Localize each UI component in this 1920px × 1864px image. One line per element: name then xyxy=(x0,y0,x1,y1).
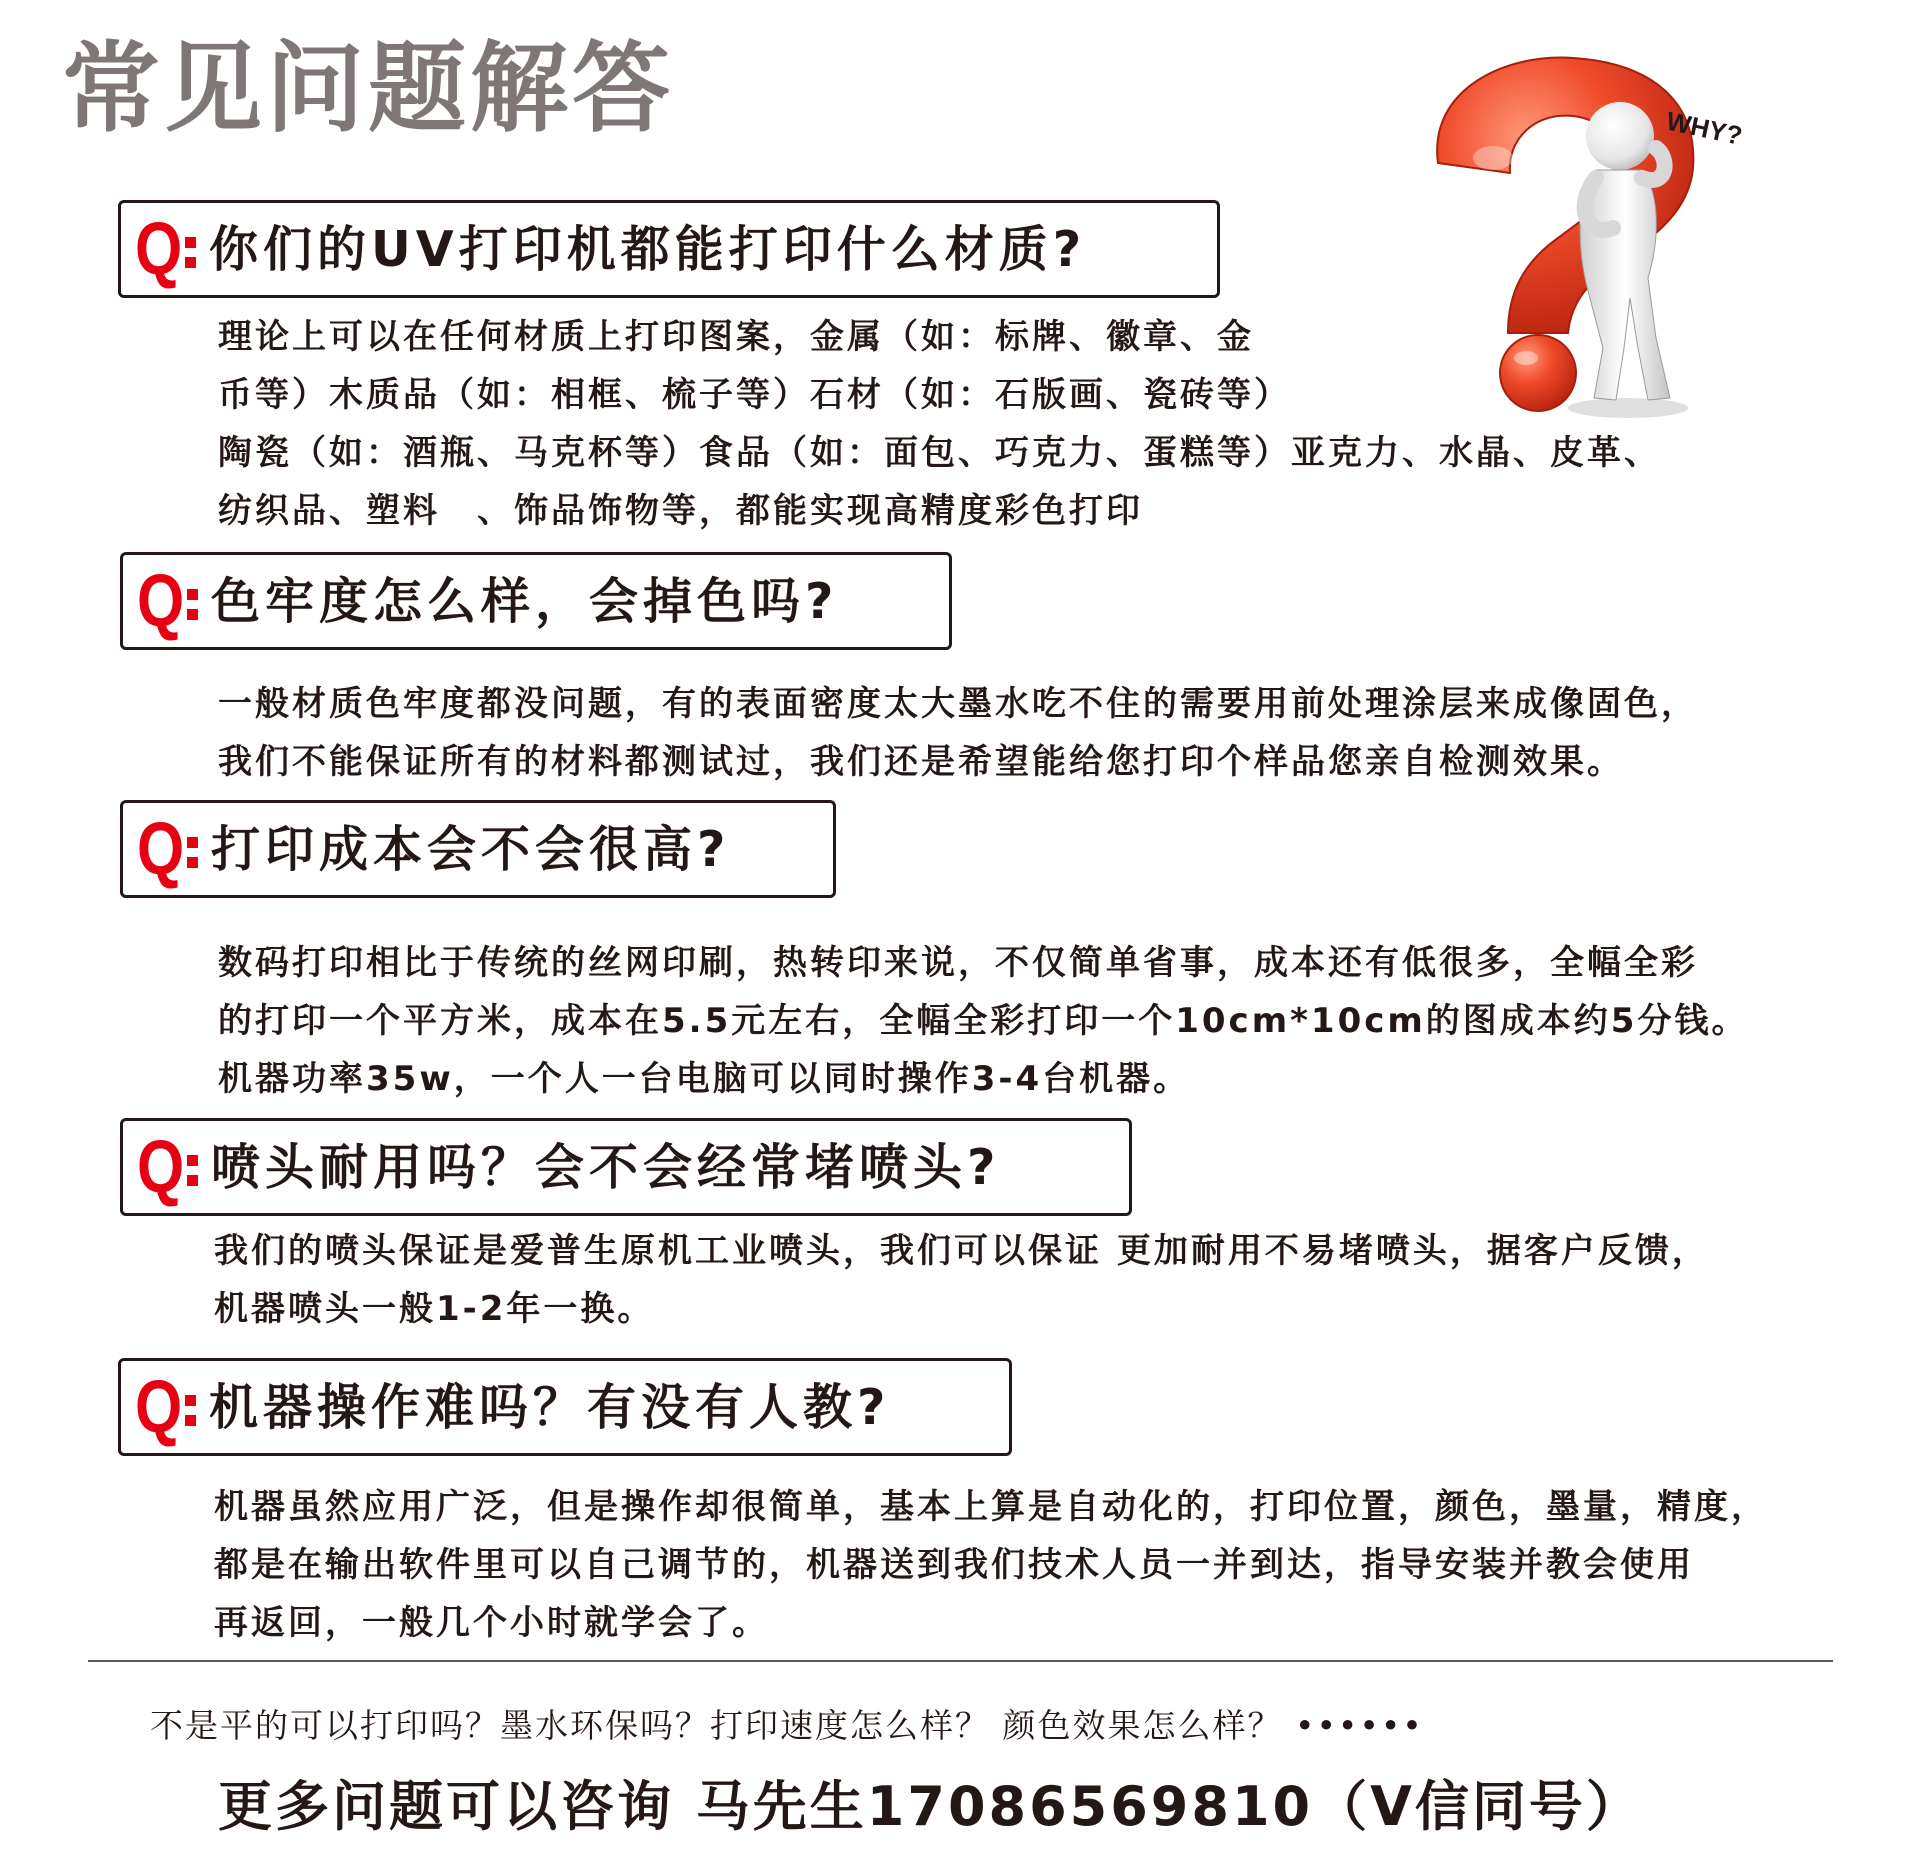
question-text-1: 你们的UV打印机都能打印什么材质? xyxy=(209,220,1087,278)
answer-line: 一般材质色牢度都没问题，有的表面密度太大墨水吃不住的需要用前处理涂层来成像固色， xyxy=(218,684,1698,724)
answer-line: 机器喷头一般1-2年一换。 xyxy=(214,1289,655,1329)
answer-line: 再返回，一般几个小时就学会了。 xyxy=(214,1603,769,1643)
contact-text: 更多问题可以咨询 马先生17086569810（V信同号） xyxy=(218,1775,1643,1838)
answer-line: 我们不能保证所有的材料都测试过，我们还是希望能给您打印个样品您亲自检测效果。 xyxy=(218,742,1624,782)
answer-line: 数码打印相比于传统的丝网印刷，热转印来说，不仅简单省事，成本还有低很多，全幅全彩 xyxy=(218,943,1698,983)
q-marker-4: Q xyxy=(137,1125,185,1208)
q-colon-3 xyxy=(187,823,199,875)
answer-line: 机器虽然应用广泛，但是操作却很简单，基本上算是自动化的，打印位置，颜色，墨量，精度， xyxy=(214,1487,1768,1527)
answer-line: 机器功率35w，一个人一台电脑可以同时操作3-4台机器。 xyxy=(218,1059,1191,1099)
answer-line: 的打印一个平方米，成本在5.5元左右，全幅全彩打印一个10cm*10cm的图成本约5分钱。 xyxy=(218,1001,1749,1041)
faq-answer-5 xyxy=(214,1478,1768,1652)
footer-divider xyxy=(88,1660,1833,1662)
q-marker-3: Q xyxy=(137,807,185,890)
faq-question-2 xyxy=(120,552,952,650)
q-colon-4 xyxy=(187,1141,199,1193)
faq-answer-4 xyxy=(214,1222,1709,1338)
q-colon-1 xyxy=(185,223,197,275)
mascot-speech: WHY? xyxy=(1663,105,1745,151)
answer-line: 陶瓷（如：酒瓶、马克杯等）食品（如：面包、巧克力、蛋糕等）亚克力、水晶、皮革、 xyxy=(218,433,1661,473)
answer-line: 理论上可以在任何材质上打印图案，金属（如：标牌、徽章、金 xyxy=(218,317,1254,357)
q-colon-5 xyxy=(185,1381,197,1433)
q-marker-2: Q xyxy=(137,559,185,642)
answer-line: 币等）木质品（如：相框、梳子等）石材（如：石版画、瓷砖等） xyxy=(218,375,1291,415)
faq-answer-3 xyxy=(218,934,1748,1108)
question-text-4: 喷头耐用吗？会不会经常堵喷头? xyxy=(211,1138,1001,1196)
q-marker-1: Q xyxy=(135,207,183,290)
faq-answer-1 xyxy=(218,308,1661,540)
question-text-3: 打印成本会不会很高? xyxy=(211,820,731,878)
faq-answer-2 xyxy=(218,675,1698,791)
more-questions-text: 不是平的可以打印吗？墨水环保吗？打印速度怎么样？ 颜色效果怎么样？ •••••• xyxy=(150,1706,1424,1745)
faq-question-3 xyxy=(120,800,836,898)
faq-question-5 xyxy=(118,1358,1012,1456)
question-text-2: 色牢度怎么样，会掉色吗? xyxy=(211,572,839,630)
page-title: 常见问题解答 xyxy=(62,32,675,146)
question-text-5: 机器操作难吗？有没有人教? xyxy=(209,1378,891,1436)
q-marker-5: Q xyxy=(135,1365,183,1448)
answer-line: 都是在输出软件里可以自己调节的，机器送到我们技术人员一并到达，指导安装并教会使用 xyxy=(214,1545,1694,1585)
faq-question-1 xyxy=(118,200,1220,298)
faq-question-4 xyxy=(120,1118,1132,1216)
q-colon-2 xyxy=(187,575,199,627)
answer-line: 纺织品、塑料 、饰品饰物等，都能实现高精度彩色打印 xyxy=(218,491,1143,531)
answer-line: 我们的喷头保证是爱普生原机工业喷头，我们可以保证 更加耐用不易堵喷头，据客户反馈， xyxy=(214,1231,1709,1271)
